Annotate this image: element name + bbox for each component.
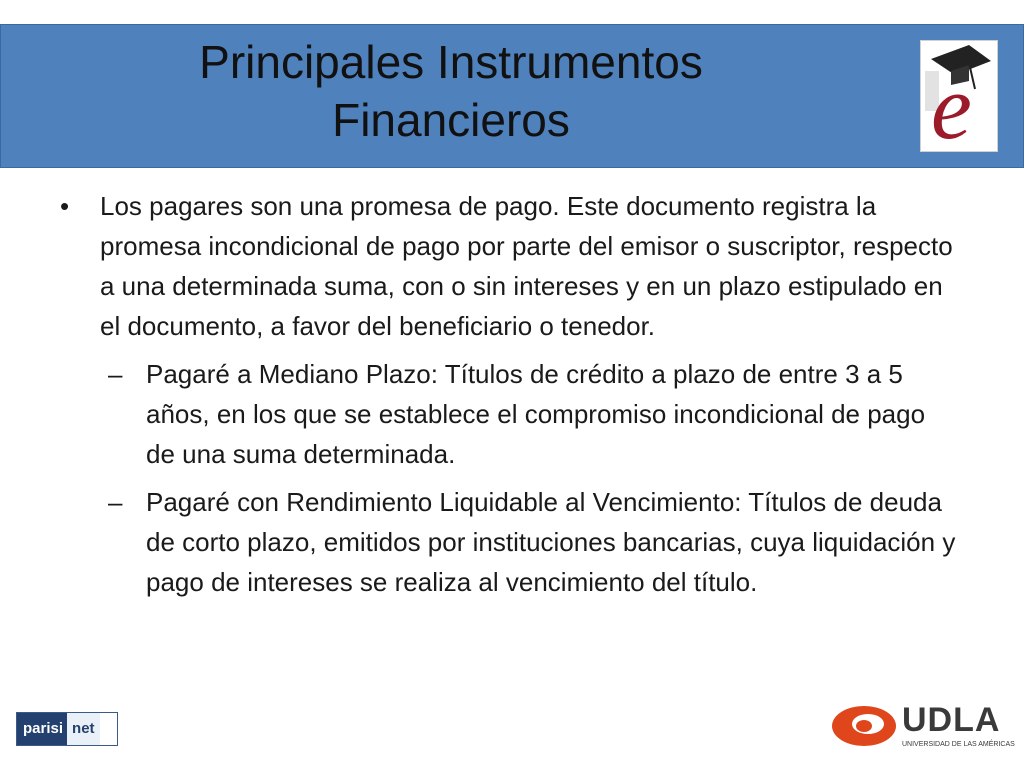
slide-title-line-1: Principales Instrumentos (199, 36, 703, 88)
sub-bullet-text: Pagaré con Rendimiento Liquidable al Vencimiento: Títulos de deuda de corto plazo, emitidos por instituciones bancarias, cuya liquidación y pago de intereses se realiza al vencimiento del título. (146, 487, 956, 597)
slide-body (60, 186, 960, 602)
sub-bullet-dash: – (108, 359, 123, 389)
sub-bullet-item (108, 354, 960, 474)
parisi-net-logo (16, 712, 118, 746)
bullet-dot: • (60, 191, 70, 221)
slide-title (61, 33, 841, 149)
slide-title-line-2: Financieros (332, 94, 570, 146)
title-bar (0, 24, 1024, 168)
bullet-text: Los pagares son una promesa de pago. Este documento registra la promesa incondicional de pago por parte del emisor o suscriptor, respecto a una determinada suma, con o sin intereses y en un plazo estipulado en el documento, a favor del beneficiario o tenedor. (100, 191, 953, 341)
sub-bullet-dash: – (108, 487, 123, 517)
net-logo-text: net (67, 713, 100, 745)
e-letter-logo: e (931, 56, 972, 152)
graduation-cap-e-logo (920, 40, 998, 152)
udla-subtitle: UNIVERSIDAD DE LAS AMÉRICAS (902, 741, 1015, 748)
udla-name: UDLA (902, 701, 1001, 739)
bullet-item (60, 186, 960, 346)
sub-bullet-text: Pagaré a Mediano Plazo: Títulos de crédito a plazo de entre 3 a 5 años, en los que se establece el compromiso incondicional de pago de una suma determinada. (146, 359, 926, 469)
sub-bullet-item (108, 482, 960, 602)
udla-logo (830, 700, 1015, 756)
parisi-logo-text: parisi (17, 713, 67, 745)
